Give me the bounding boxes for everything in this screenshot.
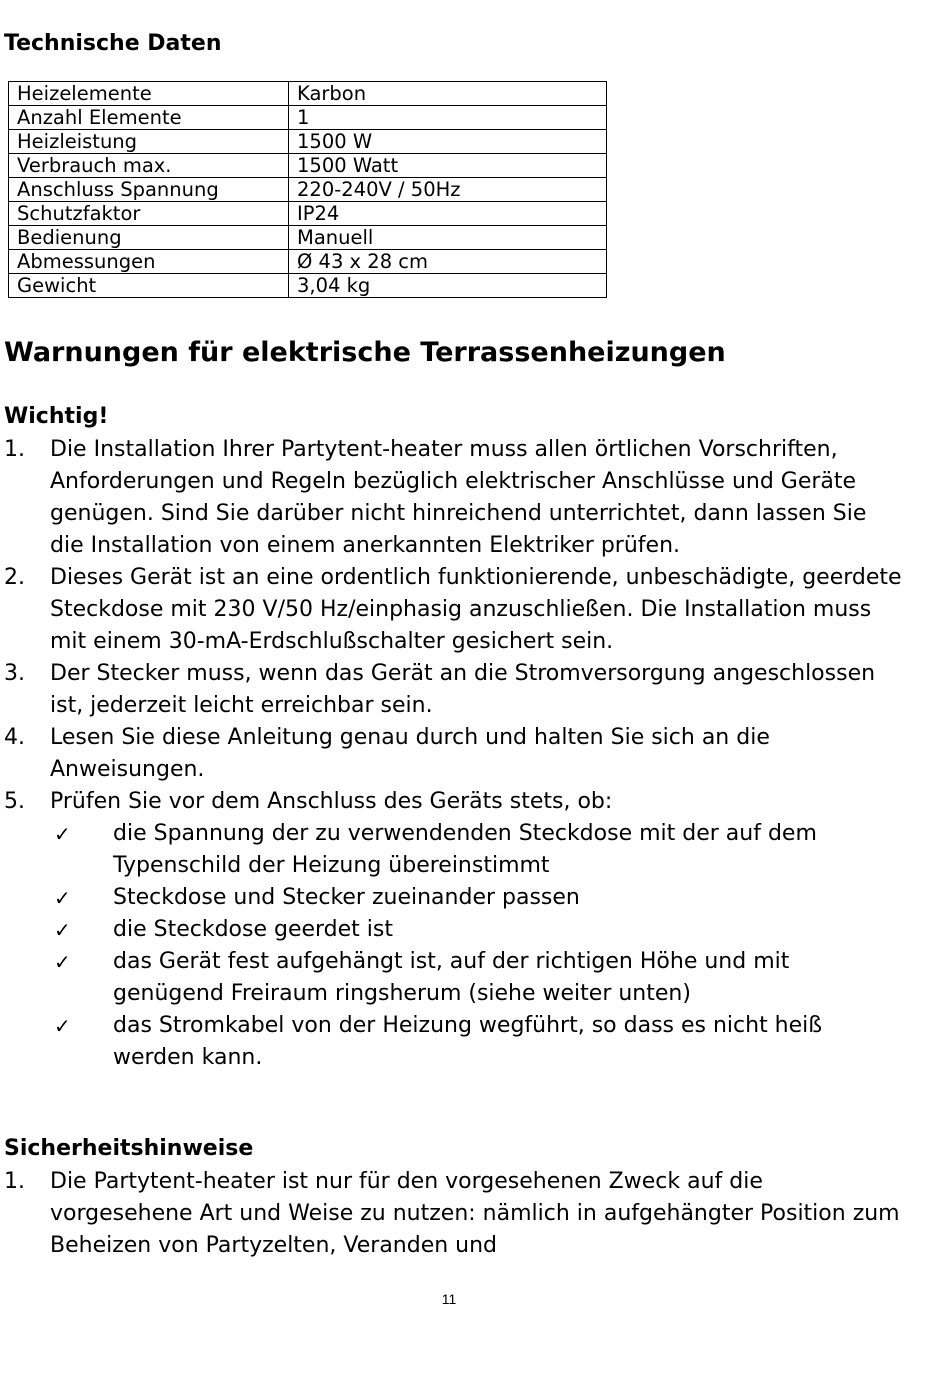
subtitle-important: Wichtig! (4, 404, 109, 429)
list-item (4, 722, 904, 786)
list-number: 1. (4, 437, 25, 462)
checklist-text: die Steckdose geerdet ist (113, 917, 393, 942)
list-number: 5. (4, 789, 25, 814)
list-item (4, 1166, 904, 1262)
specs-table (8, 81, 607, 298)
list-text: Lesen Sie diese Anleitung genau durch und halten Sie sich an die Anweisungen. (50, 725, 770, 782)
page-number: 11 (441, 1291, 457, 1307)
table-row (9, 178, 607, 202)
table-row (9, 202, 607, 226)
warnings-list (4, 434, 904, 1074)
list-item (4, 562, 904, 658)
spec-key: Schutzfaktor (9, 202, 289, 226)
list-number: 1. (4, 1169, 25, 1194)
checklist-item (4, 946, 904, 1010)
list-item (4, 786, 904, 1074)
section-title-warnings: Warnungen für elektrische Terrassenheizungen (4, 337, 726, 368)
spec-key: Verbrauch max. (9, 154, 289, 178)
checklist-item (4, 818, 904, 882)
spec-key: Heizleistung (9, 130, 289, 154)
table-row (9, 250, 607, 274)
table-row (9, 106, 607, 130)
list-text: Prüfen Sie vor dem Anschluss des Geräts stets, ob: (50, 789, 613, 814)
checklist-item (4, 882, 904, 914)
checkmark-icon: ✓ (54, 822, 71, 846)
section-title-technical-data: Technische Daten (4, 31, 222, 56)
section-title-safety: Sicherheitshinweise (4, 1136, 254, 1161)
checklist-text: das Stromkabel von der Heizung wegführt, so dass es nicht heiß werden kann. (113, 1013, 823, 1070)
checklist-item (4, 1010, 904, 1074)
table-row (9, 82, 607, 106)
spec-value: Manuell (289, 226, 607, 250)
checkmark-icon: ✓ (54, 918, 71, 942)
list-number: 4. (4, 725, 25, 750)
checkmark-icon: ✓ (54, 950, 71, 974)
spec-key: Abmessungen (9, 250, 289, 274)
spec-value: 3,04 kg (289, 274, 607, 298)
checklist-text: das Gerät fest aufgehängt ist, auf der richtigen Höhe und mit genügend Freiraum ringsherum (siehe weiter unten) (113, 949, 790, 1006)
spec-key: Heizelemente (9, 82, 289, 106)
list-number: 2. (4, 565, 25, 590)
list-item (4, 434, 904, 562)
checkmark-icon: ✓ (54, 1014, 71, 1038)
checklist-text: die Spannung der zu verwendenden Steckdose mit der auf dem Typenschild der Heizung übereinstimmt (113, 821, 817, 878)
table-row (9, 130, 607, 154)
spec-value: Karbon (289, 82, 607, 106)
list-number: 3. (4, 661, 25, 686)
spec-value: 220-240V / 50Hz (289, 178, 607, 202)
list-text: Die Installation Ihrer Partytent-heater muss allen örtlichen Vorschriften, Anforderungen und Regeln bezüglich elektrischer Anschlüsse und Geräte genügen. Sind Sie darüber nicht hinreichend unterrichtet, dann lassen Sie die Installation von einem anerkannten Elektriker prüfen. (50, 437, 867, 558)
spec-value: Ø 43 x 28 cm (289, 250, 607, 274)
spec-key: Gewicht (9, 274, 289, 298)
list-item (4, 658, 904, 722)
list-text: Die Partytent-heater ist nur für den vorgesehenen Zweck auf die vorgesehene Art und Weise zu nutzen: nämlich in aufgehängter Position zum Beheizen von Partyzelten, Veranden und (50, 1169, 900, 1258)
spec-value: IP24 (289, 202, 607, 226)
safety-list (4, 1166, 904, 1262)
spec-key: Anschluss Spannung (9, 178, 289, 202)
checklist-item (4, 914, 904, 946)
spec-value: 1500 Watt (289, 154, 607, 178)
table-row (9, 226, 607, 250)
checkmark-icon: ✓ (54, 886, 71, 910)
table-row (9, 274, 607, 298)
table-row (9, 154, 607, 178)
checklist-text: Steckdose und Stecker zueinander passen (113, 885, 580, 910)
spec-value: 1 (289, 106, 607, 130)
list-text: Dieses Gerät ist an eine ordentlich funktionierende, unbeschädigte, geerdete Steckdose mit 230 V/50 Hz/einphasig anzuschließen. Die Installation muss mit einem 30-mA-Erdschlußschalter gesichert sein. (50, 565, 902, 654)
spec-value: 1500 W (289, 130, 607, 154)
list-text: Der Stecker muss, wenn das Gerät an die Stromversorgung angeschlossen ist, jederzeit leicht erreichbar sein. (50, 661, 876, 718)
spec-key: Anzahl Elemente (9, 106, 289, 130)
spec-key: Bedienung (9, 226, 289, 250)
